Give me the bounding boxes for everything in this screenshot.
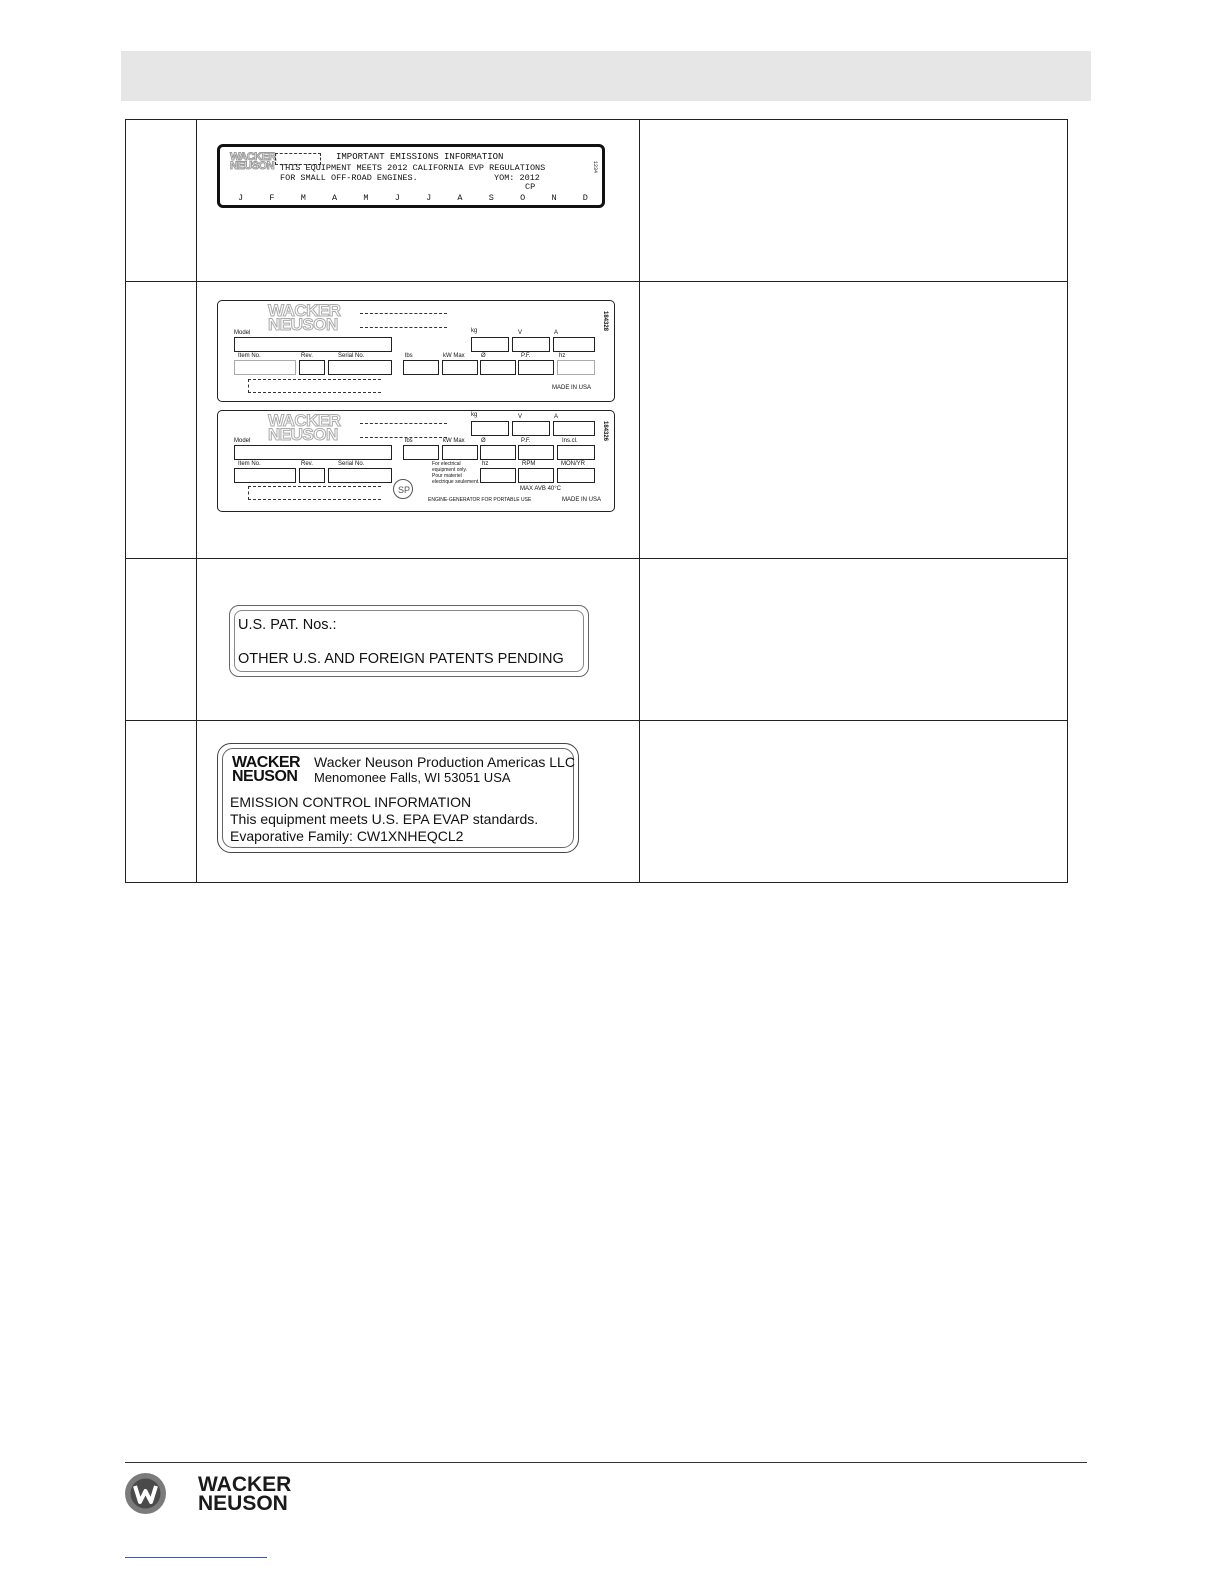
phase-field [480,445,516,460]
v-caption: V [518,330,523,336]
pf-caption: P.F. [521,438,531,444]
blank-field [248,486,381,500]
labels-table [125,119,1068,883]
kw-max-caption: kW Max [443,353,465,359]
month-letter: S [488,193,494,203]
evaporative-family: Evaporative Family: CW1XNHEQCL2 [230,828,464,844]
label-title: IMPORTANT EMISSIONS INFORMATION [336,152,504,162]
phase-caption: Ø [481,438,486,444]
kw-max-caption: kW Max [443,438,465,444]
month-letter: J [238,193,244,203]
hz-caption: hz [559,353,566,359]
side-code: 184326 [602,421,608,442]
table-row [126,120,1068,282]
brand-logo: WACKER NEUSON [268,411,341,445]
serial-no-field [328,468,392,483]
model-field [234,445,392,460]
side-code: 1234 [592,161,598,174]
model-caption: Model [234,438,251,444]
description-cell [640,559,1068,721]
month-row [238,193,588,203]
footer-logo-icon [124,1472,167,1515]
month-letter: N [551,193,557,203]
patent-label [229,605,589,677]
month-letter: M [300,193,306,203]
a-field [553,421,595,436]
item-no-caption: Item No. [238,461,261,467]
serial-no-field [328,360,392,375]
patents-pending-line: OTHER U.S. AND FOREIGN PATENTS PENDING [238,651,564,667]
rpm-field [518,468,554,483]
lbs-caption: lbs [405,438,413,444]
electrical-note-line: For electrical [432,461,461,467]
svg-text:SP: SP [398,485,411,495]
v-caption: V [518,414,523,420]
pf-field [518,360,554,375]
electrical-note-line: equipment only. [432,467,467,473]
row-number-cell [126,282,197,559]
nameplate-label-a [217,300,615,402]
a-caption: A [554,330,559,336]
rev-caption: Rev. [301,353,313,359]
month-letter: A [457,193,463,203]
rev-caption: Rev. [301,461,313,467]
engine-generator-note: ENGINE-GENERATOR FOR PORTABLE USE [428,497,532,503]
hz-caption: hz [482,461,489,467]
month-letter: A [332,193,338,203]
phase-field [480,360,516,375]
blank-field [360,313,447,314]
blank-field [360,327,447,328]
ins-cl-caption: Ins.cl. [562,438,578,444]
footer-brand-bottom: NEUSON [198,1492,288,1515]
company-name: Wacker Neuson Production Americas LLC [314,754,575,770]
mon-yr-field [557,468,595,483]
serial-no-caption: Serial No. [338,461,365,467]
label-line-2: FOR SMALL OFF-ROAD ENGINES. [280,173,418,183]
epa-statement: This equipment meets U.S. EPA EVAP standards. [230,811,539,827]
footer-brand-top: WACKER [198,1473,292,1496]
label-line-1: THIS EQUIPMENT MEETS 2012 CALIFORNIA EVP REGULATIONS [280,163,546,173]
label-image-cell [197,721,640,883]
electrical-note-line: Pour materiel [432,473,462,479]
table-row [126,282,1068,559]
rev-field [299,468,325,483]
footer-rule [125,1462,1087,1463]
month-letter: J [394,193,400,203]
blank-field [360,437,447,438]
hz-field [557,360,595,375]
brand-logo: WACKER NEUSON [268,301,341,335]
label-image-cell [197,120,640,282]
serial-no-caption: Serial No. [338,353,365,359]
mon-yr-caption: MON/YR [561,461,585,467]
company-address: Menomonee Falls, WI 53051 USA [314,770,511,785]
item-no-field [234,468,296,483]
row-number-cell [126,120,197,282]
cp-mark: CP [525,182,536,192]
emission-heading: EMISSION CONTROL INFORMATION [230,794,472,810]
emissions-info-label [217,144,605,208]
kg-field [471,421,509,436]
lbs-field [403,445,439,460]
kw-max-field [442,360,478,375]
kw-max-field [442,445,478,460]
item-no-field [234,360,296,375]
table-row [126,559,1068,721]
row-number-cell [126,721,197,883]
rpm-caption: RPM [522,461,536,467]
max-ambient-temp: MAX AVB 40°C [520,486,561,492]
v-field [512,421,550,436]
lbs-caption: lbs [405,353,413,359]
pf-caption: P.F. [521,353,531,359]
model-field [234,337,392,352]
label-image-cell [197,282,640,559]
made-in-usa: MADE IN USA [562,497,602,503]
model-caption: Model [234,330,251,336]
pf-field [518,445,554,460]
emission-control-label [217,743,579,853]
page-header-band [121,51,1091,101]
patent-numbers-line: U.S. PAT. Nos.: [238,617,337,633]
month-letter: O [520,193,526,203]
kg-caption: kg [471,328,478,334]
footer-link-underline[interactable] [125,1557,267,1558]
description-cell [640,721,1068,883]
blank-field [248,379,381,393]
side-code: 184328 [602,311,608,332]
ins-cl-field [557,445,595,460]
phase-caption: Ø [481,353,486,359]
row-number-cell [126,559,197,721]
v-field [512,337,550,352]
lbs-field [403,360,439,375]
month-letter: D [582,193,588,203]
electrical-note-line: electrique seulement. [432,479,480,485]
month-letter: M [363,193,369,203]
a-caption: A [554,414,559,420]
kg-field [471,337,509,352]
nameplate-label-b [217,410,615,512]
footer-brand-wordmark [198,1475,291,1513]
label-image-cell [197,559,640,721]
hz-field [480,468,516,483]
a-field [553,337,595,352]
description-cell [640,120,1068,282]
month-letter: J [426,193,432,203]
item-no-caption: Item No. [238,353,261,359]
table-row [126,721,1068,883]
electrical-note [432,461,480,485]
rev-field [299,360,325,375]
year-of-manufacture: YOM: 2012 [494,173,540,183]
csa-mark-icon [393,479,413,499]
made-in-usa: MADE IN USA [552,385,592,391]
brand-logo: WACKER NEUSON [230,151,276,173]
brand-logo: WACKER NEUSON [232,754,301,785]
blank-field [360,423,447,424]
description-cell [640,282,1068,559]
kg-caption: kg [471,412,478,418]
month-letter: F [269,193,275,203]
